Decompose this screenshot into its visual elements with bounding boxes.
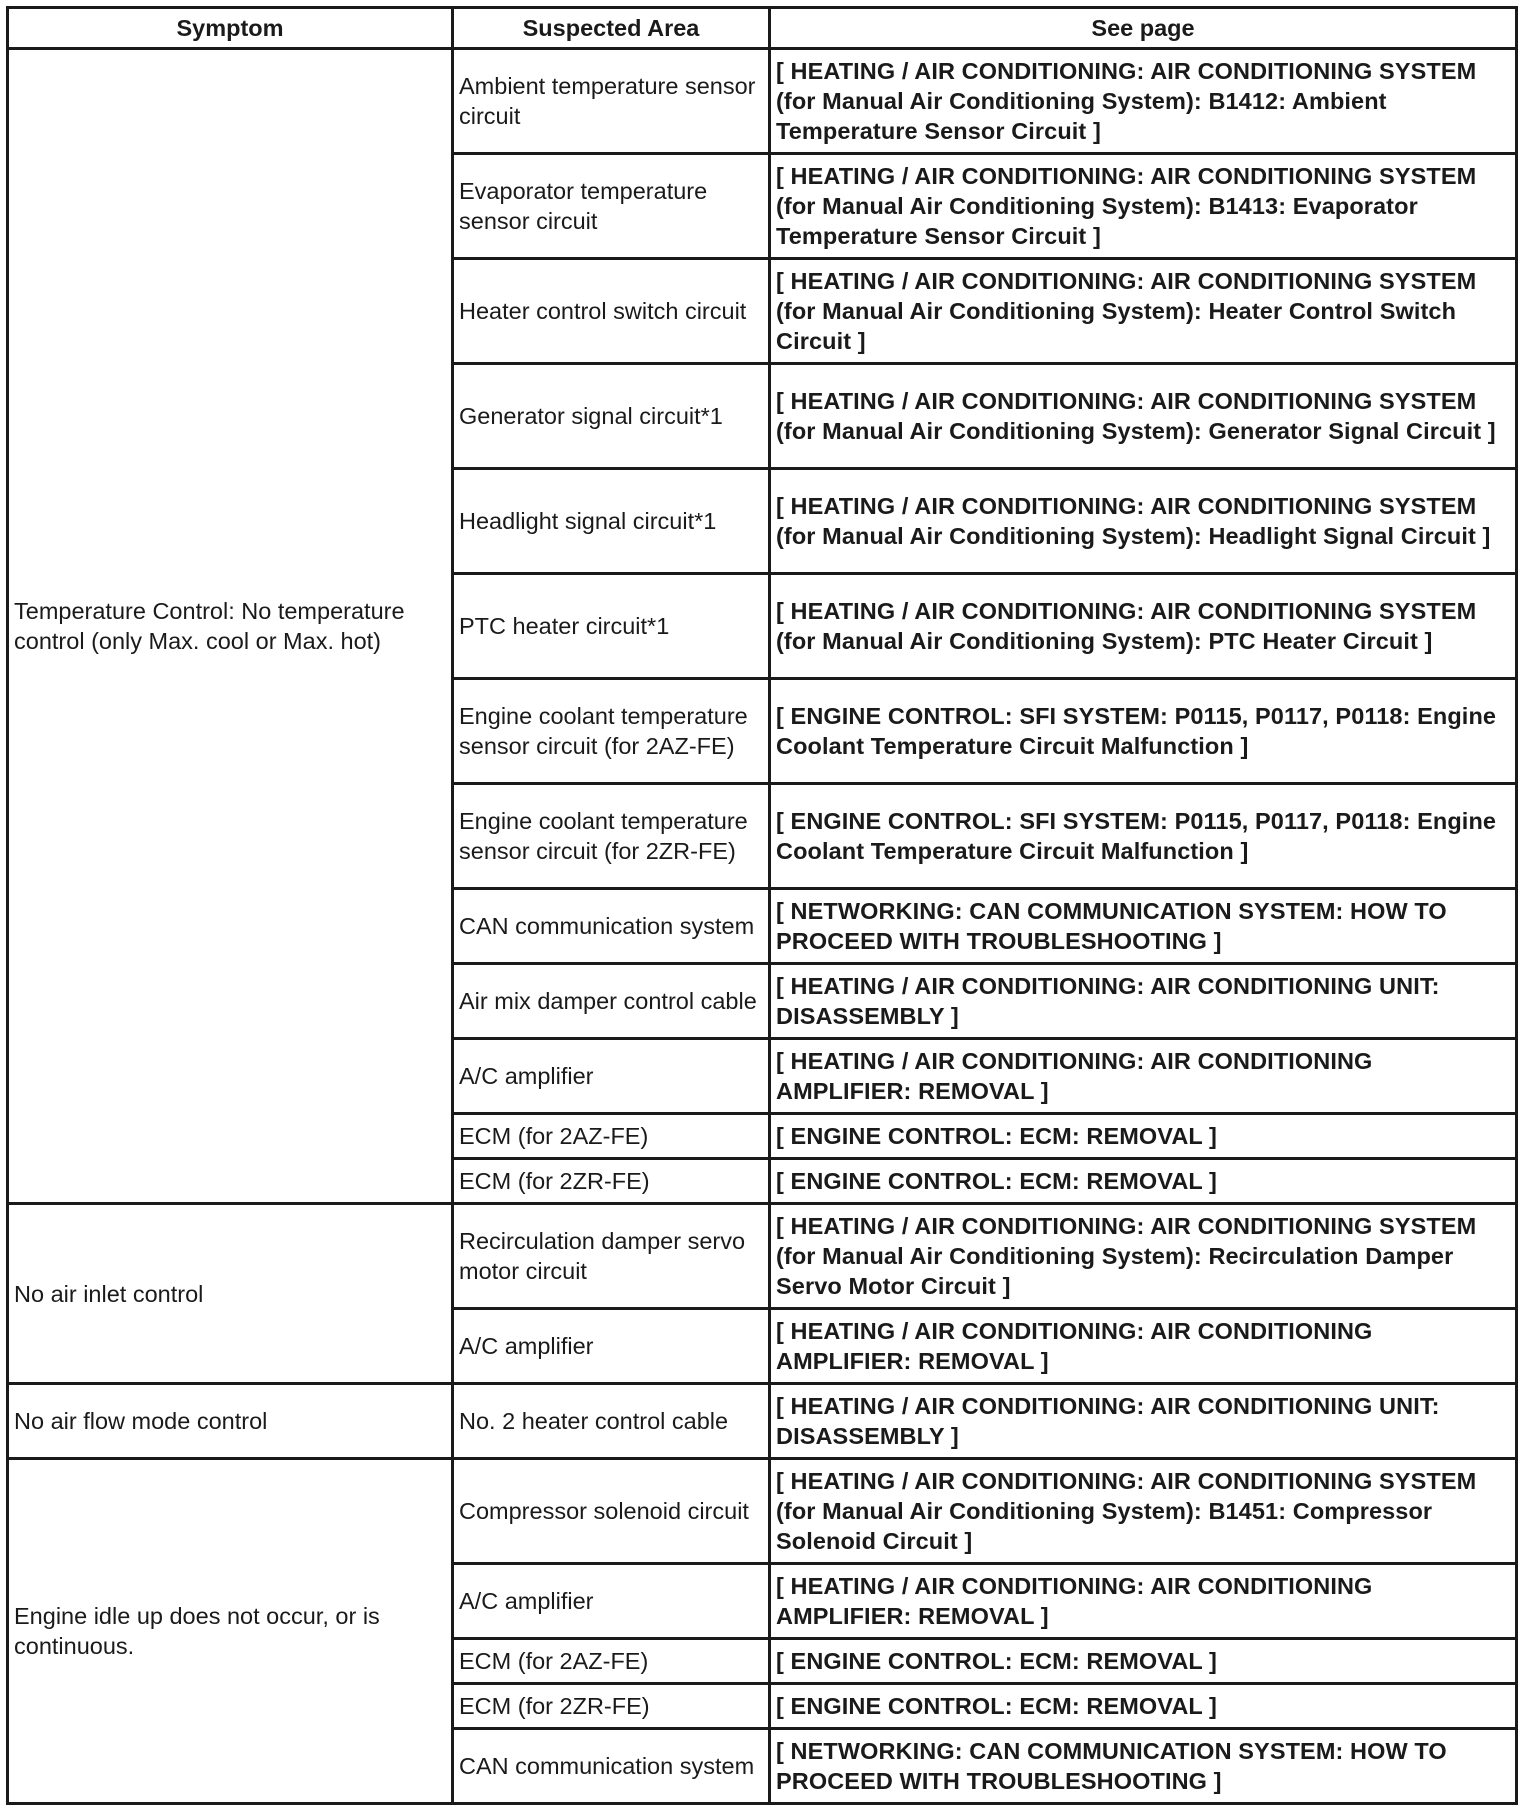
suspected-area-cell: No. 2 heater control cable [453, 1384, 770, 1459]
header-see-page: See page [770, 8, 1517, 49]
suspected-area-cell: Recirculation damper servo motor circuit [453, 1204, 770, 1309]
symptom-cell: Temperature Control: No temperature control (only Max. cool or Max. hot) [8, 49, 453, 1204]
header-row [8, 8, 1517, 49]
suspected-area-cell: Evaporator temperature sensor circuit [453, 154, 770, 259]
see-page-link[interactable]: [ HEATING / AIR CONDITIONING: AIR CONDITIONING SYSTEM (for Manual Air Conditioning System): Generator Signal Circuit ] [770, 364, 1517, 469]
symptom-cell: Engine idle up does not occur, or is continuous. [8, 1459, 453, 1804]
suspected-area-cell: CAN communication system [453, 1729, 770, 1804]
suspected-area-cell: ECM (for 2AZ-FE) [453, 1114, 770, 1159]
suspected-area-cell: Ambient temperature sensor circuit [453, 49, 770, 154]
suspected-area-cell: Compressor solenoid circuit [453, 1459, 770, 1564]
see-page-link[interactable]: [ HEATING / AIR CONDITIONING: AIR CONDITIONING UNIT: DISASSEMBLY ] [770, 964, 1517, 1039]
see-page-link[interactable]: [ ENGINE CONTROL: ECM: REMOVAL ] [770, 1114, 1517, 1159]
troubleshooting-table-container [6, 6, 1518, 1805]
suspected-area-cell: ECM (for 2ZR-FE) [453, 1159, 770, 1204]
table-row [8, 1459, 1517, 1564]
see-page-link[interactable]: [ HEATING / AIR CONDITIONING: AIR CONDITIONING SYSTEM (for Manual Air Conditioning System): PTC Heater Circuit ] [770, 574, 1517, 679]
header-suspected-area: Suspected Area [453, 8, 770, 49]
suspected-area-cell: ECM (for 2AZ-FE) [453, 1639, 770, 1684]
symptom-cell: No air inlet control [8, 1204, 453, 1384]
suspected-area-cell: Engine coolant temperature sensor circuit (for 2AZ-FE) [453, 679, 770, 784]
suspected-area-cell: Air mix damper control cable [453, 964, 770, 1039]
suspected-area-cell: CAN communication system [453, 889, 770, 964]
table-row [8, 1204, 1517, 1309]
see-page-link[interactable]: [ HEATING / AIR CONDITIONING: AIR CONDITIONING AMPLIFIER: REMOVAL ] [770, 1309, 1517, 1384]
see-page-link[interactable]: [ ENGINE CONTROL: ECM: REMOVAL ] [770, 1684, 1517, 1729]
see-page-link[interactable]: [ NETWORKING: CAN COMMUNICATION SYSTEM: HOW TO PROCEED WITH TROUBLESHOOTING ] [770, 889, 1517, 964]
see-page-link[interactable]: [ ENGINE CONTROL: SFI SYSTEM: P0115, P0117, P0118: Engine Coolant Temperature Circuit Malfunction ] [770, 784, 1517, 889]
see-page-link[interactable]: [ HEATING / AIR CONDITIONING: AIR CONDITIONING UNIT: DISASSEMBLY ] [770, 1384, 1517, 1459]
see-page-link[interactable]: [ ENGINE CONTROL: ECM: REMOVAL ] [770, 1159, 1517, 1204]
header-symptom: Symptom [8, 8, 453, 49]
see-page-link[interactable]: [ NETWORKING: CAN COMMUNICATION SYSTEM: HOW TO PROCEED WITH TROUBLESHOOTING ] [770, 1729, 1517, 1804]
see-page-link[interactable]: [ HEATING / AIR CONDITIONING: AIR CONDITIONING AMPLIFIER: REMOVAL ] [770, 1039, 1517, 1114]
suspected-area-cell: A/C amplifier [453, 1039, 770, 1114]
suspected-area-cell: A/C amplifier [453, 1564, 770, 1639]
table-row [8, 1384, 1517, 1459]
see-page-link[interactable]: [ HEATING / AIR CONDITIONING: AIR CONDITIONING SYSTEM (for Manual Air Conditioning System): B1451: Compressor Solenoid Circuit ] [770, 1459, 1517, 1564]
suspected-area-cell: Headlight signal circuit*1 [453, 469, 770, 574]
troubleshooting-table [6, 6, 1518, 1805]
see-page-link[interactable]: [ HEATING / AIR CONDITIONING: AIR CONDITIONING SYSTEM (for Manual Air Conditioning System): B1413: Evaporator Temperature Sensor Circuit ] [770, 154, 1517, 259]
symptom-cell: No air flow mode control [8, 1384, 453, 1459]
suspected-area-cell: ECM (for 2ZR-FE) [453, 1684, 770, 1729]
see-page-link[interactable]: [ HEATING / AIR CONDITIONING: AIR CONDITIONING AMPLIFIER: REMOVAL ] [770, 1564, 1517, 1639]
table-row [8, 49, 1517, 154]
see-page-link[interactable]: [ HEATING / AIR CONDITIONING: AIR CONDITIONING SYSTEM (for Manual Air Conditioning System): Headlight Signal Circuit ] [770, 469, 1517, 574]
suspected-area-cell: A/C amplifier [453, 1309, 770, 1384]
suspected-area-cell: Generator signal circuit*1 [453, 364, 770, 469]
see-page-link[interactable]: [ HEATING / AIR CONDITIONING: AIR CONDITIONING SYSTEM (for Manual Air Conditioning System): Heater Control Switch Circuit ] [770, 259, 1517, 364]
see-page-link[interactable]: [ HEATING / AIR CONDITIONING: AIR CONDITIONING SYSTEM (for Manual Air Conditioning System): B1412: Ambient Temperature Sensor Circuit ] [770, 49, 1517, 154]
suspected-area-cell: Engine coolant temperature sensor circuit (for 2ZR-FE) [453, 784, 770, 889]
suspected-area-cell: Heater control switch circuit [453, 259, 770, 364]
suspected-area-cell: PTC heater circuit*1 [453, 574, 770, 679]
see-page-link[interactable]: [ ENGINE CONTROL: ECM: REMOVAL ] [770, 1639, 1517, 1684]
see-page-link[interactable]: [ ENGINE CONTROL: SFI SYSTEM: P0115, P0117, P0118: Engine Coolant Temperature Circuit Malfunction ] [770, 679, 1517, 784]
see-page-link[interactable]: [ HEATING / AIR CONDITIONING: AIR CONDITIONING SYSTEM (for Manual Air Conditioning System): Recirculation Damper Servo Motor Circuit ] [770, 1204, 1517, 1309]
